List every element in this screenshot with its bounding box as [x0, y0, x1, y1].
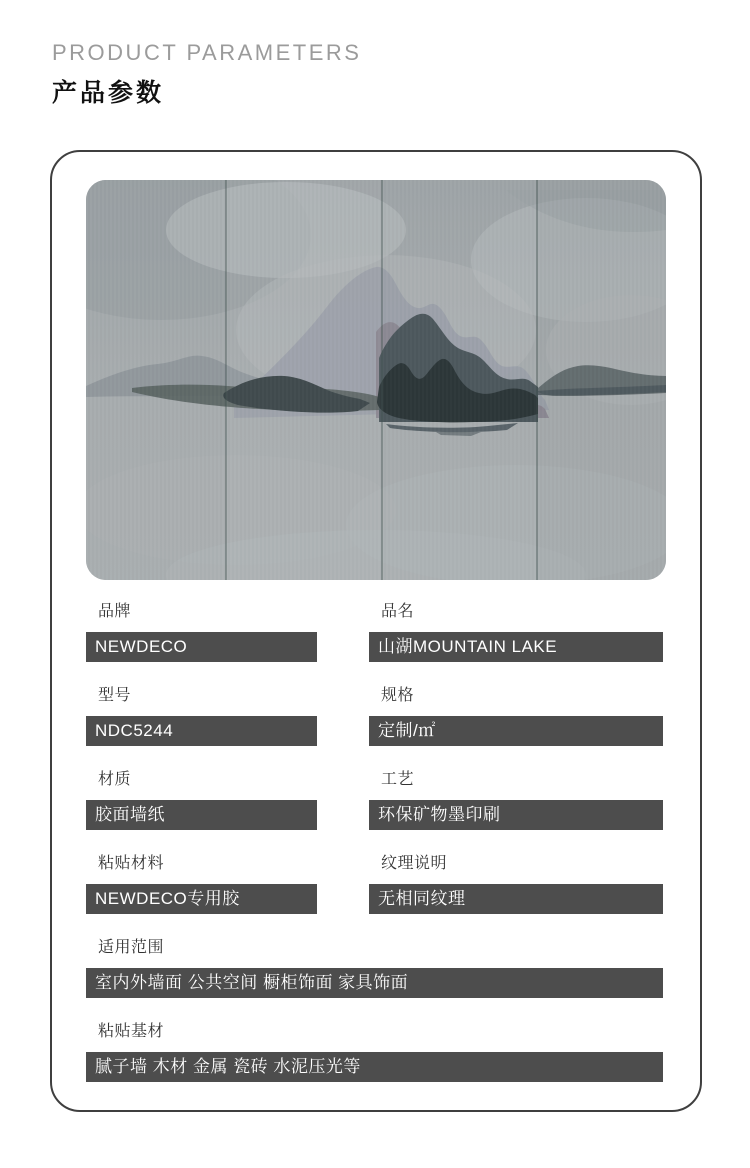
- param-value: NEWDECO专用胶: [86, 884, 317, 914]
- param-label: 型号: [98, 687, 132, 704]
- param-label: 品牌: [98, 603, 132, 620]
- parameters-list: [86, 603, 666, 1082]
- param-value: 定制/㎡: [369, 716, 663, 746]
- param-model: [86, 687, 317, 746]
- param-value: 无相同纹理: [369, 884, 663, 914]
- parameter-row: [86, 771, 666, 830]
- param-value: 腻子墙 木材 金属 瓷砖 水泥压光等: [86, 1052, 663, 1082]
- product-image-mountain-lake: [86, 180, 666, 580]
- parameter-row: [86, 687, 666, 746]
- section-header: [0, 0, 750, 108]
- parameter-row: [86, 855, 666, 914]
- parameters-card: [50, 150, 702, 1112]
- canvas-texture-overlay: [86, 180, 666, 580]
- param-label: 材质: [98, 771, 132, 788]
- param-label: 粘贴材料: [98, 855, 165, 872]
- param-value: 室内外墙面 公共空间 橱柜饰面 家具饰面: [86, 968, 663, 998]
- param-brand: [86, 603, 317, 662]
- param-craft: [369, 771, 663, 830]
- param-base-substrate: [86, 1023, 663, 1082]
- param-product-name: [369, 603, 663, 662]
- param-value: 山湖MOUNTAIN LAKE: [369, 632, 663, 662]
- param-label: 粘贴基材: [98, 1023, 165, 1040]
- param-label: 工艺: [381, 771, 415, 788]
- param-label: 适用范围: [98, 939, 165, 956]
- param-value: NDC5244: [86, 716, 317, 746]
- section-title-zh: 产品参数: [52, 79, 165, 107]
- watercolor-mountain-artwork: [86, 180, 666, 580]
- param-spec: [369, 687, 663, 746]
- param-value: 胶面墙纸: [86, 800, 317, 830]
- param-label: 品名: [381, 603, 415, 620]
- section-title-en: PRODUCT PARAMETERS: [52, 40, 362, 65]
- param-label: 纹理说明: [381, 855, 448, 872]
- param-applicable-range: [86, 939, 663, 998]
- parameter-row: [86, 603, 666, 662]
- param-texture-note: [369, 855, 663, 914]
- param-value: 环保矿物墨印刷: [369, 800, 663, 830]
- param-value: NEWDECO: [86, 632, 317, 662]
- param-label: 规格: [381, 687, 415, 704]
- param-adhesive-material: [86, 855, 317, 914]
- param-material: [86, 771, 317, 830]
